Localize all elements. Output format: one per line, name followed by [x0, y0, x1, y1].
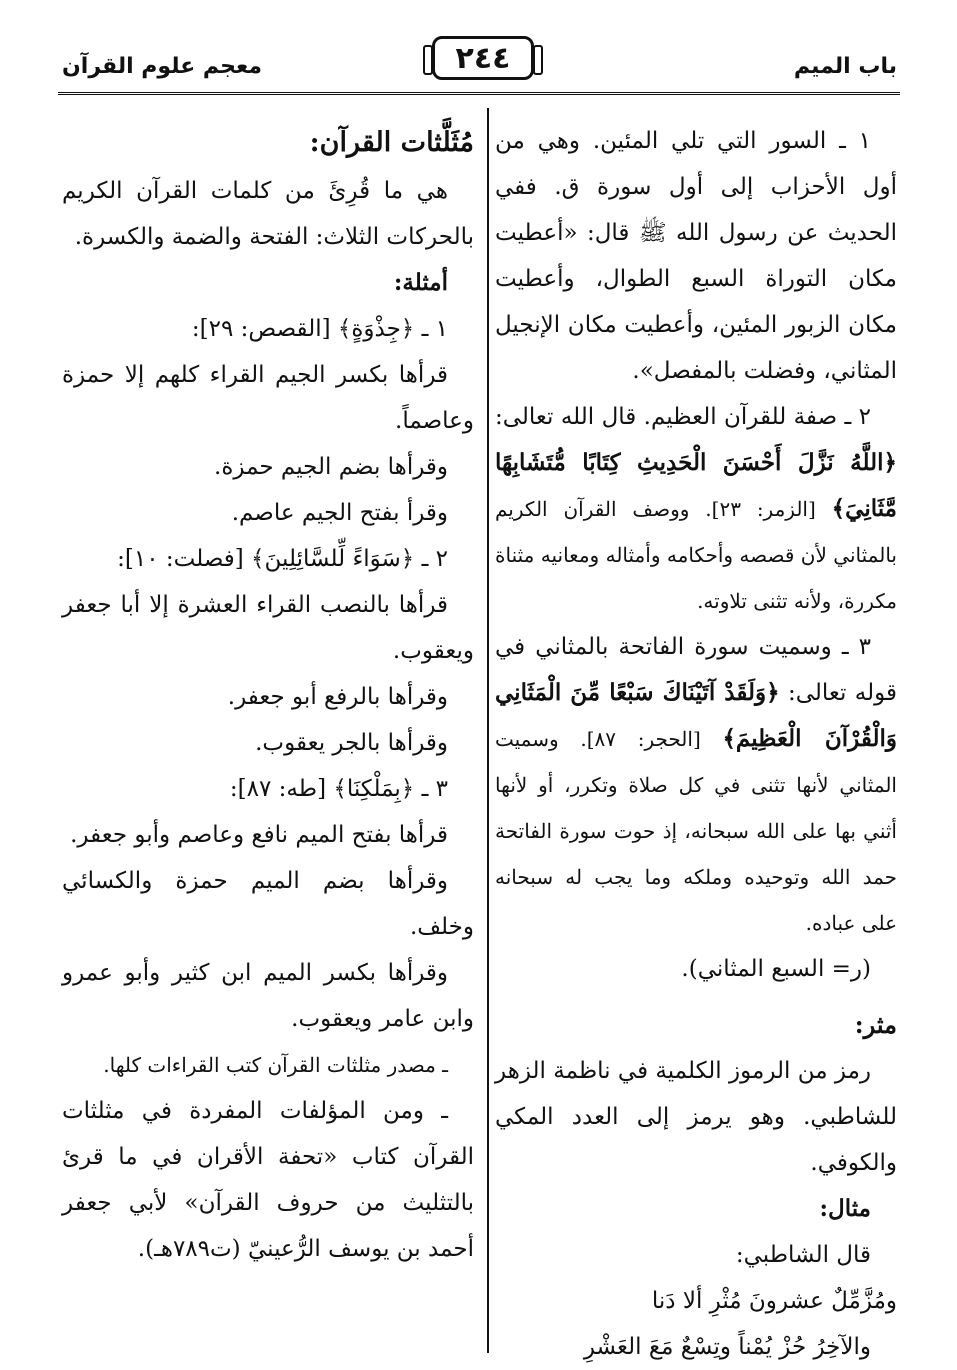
muthallathat-intro: هي ما قُرِئَ من كلمات القرآن الكريم بالحركات الثلاث: الفتحة والضمة والكسرة. [62, 178, 474, 250]
examples-label: أمثلة: [393, 269, 448, 296]
example-3-line-1: قرأها بفتح الميم نافع وعاصم وأبو جعفر. [70, 822, 448, 848]
definition-1: ١ ـ السور التي تلي المئين. وهي من أول الأحزاب إلى أول سورة ق. ففي الحديث عن رسول الله ﷺ قال: «أعطيت مكان التوراة السبع الطوال، وأعطيت مكان الزبور المئين، وأعطيت مكان الإنجيل المثاني، وفضلت بالمفصل». [495, 128, 897, 384]
example-1-line-1: قرأها بكسر الجيم القراء كلهم إلا حمزة وعاصماً. [62, 362, 474, 434]
example-3-line-3: وقرأها بكسر الميم ابن كثير وأبو عمرو وابن عامر ويعقوب. [62, 960, 474, 1032]
example-3-heading: ٣ ـ ﴿بِمَلْكِنَا﴾ [طه: ٨٧]: [229, 776, 448, 802]
entry-title-mathr: مثر: [854, 1010, 897, 1039]
quran-verse-zumar: ﴿اللَّهُ نَزَّلَ أَحْسَنَ الْحَدِيثِ كِتَابًا مُّتَشَابِهًا مَّثَانِيَ﴾ [495, 449, 897, 522]
example-label: مثال: [819, 1195, 871, 1222]
example-1-line-3: وقرأ بفتح الجيم عاصم. [231, 500, 448, 526]
page-header [0, 0, 957, 100]
quran-verse-hijr: ﴿وَلَقَدْ آتَيْنَاكَ سَبْعًا مِّنَ الْمَثَانِي وَالْقُرْآنَ الْعَظِيمَ﴾ [495, 679, 897, 752]
entry-title-muthallathat: مُثَلَّثات القرآن: [309, 127, 474, 158]
right-column [495, 118, 897, 1370]
example-2-heading: ٢ ـ ﴿سَوَاءً لِّلسَّائِلِينَ﴾ [فصلت: ١٠]: [117, 546, 448, 572]
example-2-line-1: قرأها بالنصب القراء العشرة إلا أبا جعفر ويعقوب. [62, 592, 474, 664]
definition-3-text: ٣ ـ وسميت سورة الفاتحة بالمثاني في قوله تعالى: [495, 634, 897, 706]
definition-3-rest: [الحجر: ٨٧]. وسميت المثاني لأنها تثنى في كل صلاة وتكرر، أو لأنها أثني بها على الله سبحانه، إذ حوت سورة الفاتحة حمد الله وتوحيده وملكه وما يجب له سبحانه على عباده. [495, 727, 897, 935]
example-1-heading: ١ ـ ﴿جِذْوَةٍ﴾ [القصص: ٢٩]: [191, 316, 448, 342]
example-2-line-3: وقرأها بالجر يعقوب. [255, 730, 448, 756]
definition-3 [495, 624, 897, 946]
page-number: ٢٤٤ [432, 36, 534, 80]
book-title: معجم علوم القرآن [62, 54, 263, 79]
example-3-line-2: وقرأها بضم الميم حمزة والكسائي وخلف. [62, 868, 474, 940]
example-2-line-2: وقرأها بالرفع أبو جعفر. [227, 684, 448, 710]
definition-2-rest: [الزمر: ٢٣]. ووصف القرآن الكريم بالمثاني لأن قصصه وأحكامه وأمثاله ومعانيه مثناة مكررة، ولأنه تثنى تلاوته. [495, 497, 897, 613]
example-1-line-2: وقرأها بضم الجيم حمزة. [214, 454, 448, 480]
chapter-title: باب الميم [793, 54, 897, 79]
poem-line-2: والآخِرُ حُزْ يُمْناً وتِسْعٌ مَعَ العَشْرِ [583, 1334, 871, 1360]
shatibi-label: قال الشاطبي: [735, 1242, 871, 1268]
header-rule [58, 92, 900, 95]
poem-line-1: ومُزَّمِّلٌ عشرونَ مُثْرِ ألا دَنا [651, 1288, 897, 1314]
definition-2 [495, 394, 897, 624]
mathr-definition: رمز من الرموز الكلمية في ناظمة الزهر للشاطبي. وهو يرمز إلى العدد المكي والكوفي. [495, 1058, 897, 1176]
cross-reference: (ر= السبع المثاني). [681, 956, 871, 982]
column-divider [487, 108, 489, 1353]
works-note: ـ ومن المؤلفات المفردة في مثلثات القرآن كتاب «تحفة الأقران في ما قرئ بالتثليث من حروف القرآن» لأبي جعفر أحمد بن يوسف الرُّعينيّ (ت٧٨٩هـ). [62, 1098, 474, 1262]
left-column [62, 118, 474, 1272]
definition-2-text: ٢ ـ صفة للقرآن العظيم. قال الله تعالى: [495, 404, 871, 430]
source-note: ـ مصدر مثلثات القرآن كتب القراءات كلها. [103, 1053, 448, 1077]
